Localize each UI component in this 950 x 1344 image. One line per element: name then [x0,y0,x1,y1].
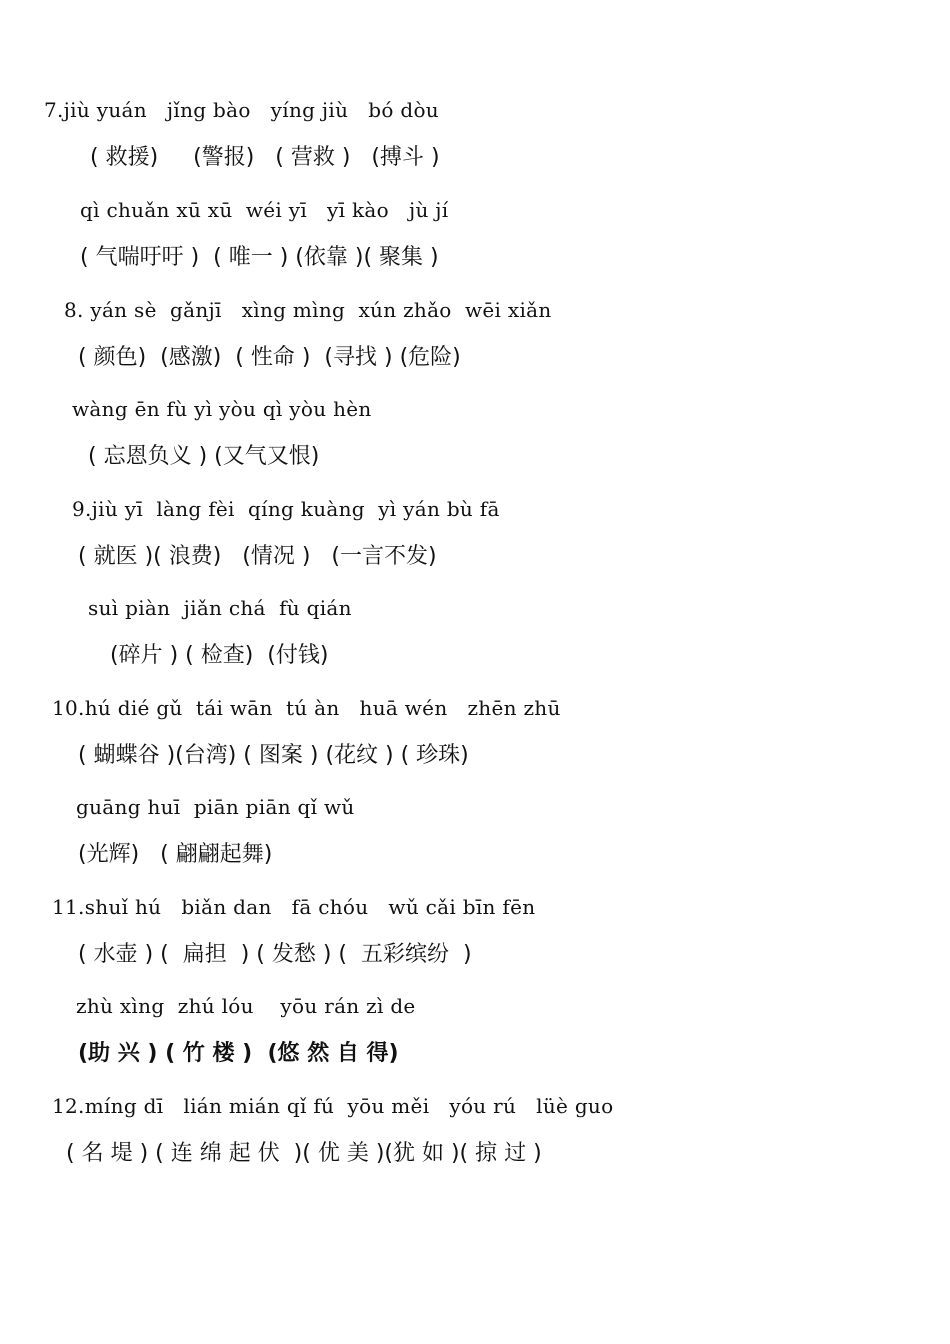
pinyin-line: wàng ēn fù yì yòu qì yòu hèn [72,397,372,421]
pinyin-line: 12.míng dī lián mián qǐ fú yōu měi yóu rú lüè guo [52,1094,614,1118]
hanzi-line: ( 水壶 ) ( 扁担 ) ( 发愁 ) ( 五彩缤纷 ) [78,942,472,967]
hanzi-line: (助 兴 ) ( 竹 楼 ) (悠 然 自 得) [78,1041,399,1066]
hanzi-line: ( 蝴蝶谷 )(台湾) ( 图案 ) (花纹 ) ( 珍珠) [78,743,469,768]
pinyin-line: guāng huī piān piān qǐ wǔ [76,795,355,819]
hanzi-line: (碎片 ) ( 检查) (付钱) [110,643,329,668]
pinyin-line: 10.hú dié gǔ tái wān tú àn huā wén zhēn zhū [52,696,561,720]
pinyin-line: 11.shuǐ hú biǎn dan fā chóu wǔ cǎi bīn fēn [52,895,536,919]
pinyin-line: 8. yán sè gǎnjī xìng mìng xún zhǎo wēi xiǎn [64,298,552,322]
hanzi-line: ( 救援) (警报) ( 营救 ) (搏斗 ) [90,145,440,170]
hanzi-line: ( 颜色) (感激) ( 性命 ) (寻找 ) (危险) [78,345,461,370]
pinyin-line: 9.jiù yī làng fèi qíng kuàng yì yán bù fā [72,497,500,521]
hanzi-line: ( 名 堤 ) ( 连 绵 起 伏 )( 优 美 )(犹 如 )( 掠 过 ) [66,1141,542,1166]
pinyin-line: suì piàn jiǎn chá fù qián [88,596,352,620]
hanzi-line: ( 就医 )( 浪费) (情况 ) (一言不发) [78,544,437,569]
pinyin-line: 7.jiù yuán jǐng bào yíng jiù bó dòu [44,98,439,122]
hanzi-line: ( 忘恩负义 ) (又气又恨) [88,444,320,469]
hanzi-line: (光辉) ( 翩翩起舞) [78,842,273,867]
hanzi-line: ( 气喘吁吁 ) ( 唯一 ) (依靠 )( 聚集 ) [80,245,439,270]
pinyin-line: zhù xìng zhú lóu yōu rán zì de [76,994,416,1018]
pinyin-line: qì chuǎn xū xū wéi yī yī kào jù jí [80,198,449,222]
